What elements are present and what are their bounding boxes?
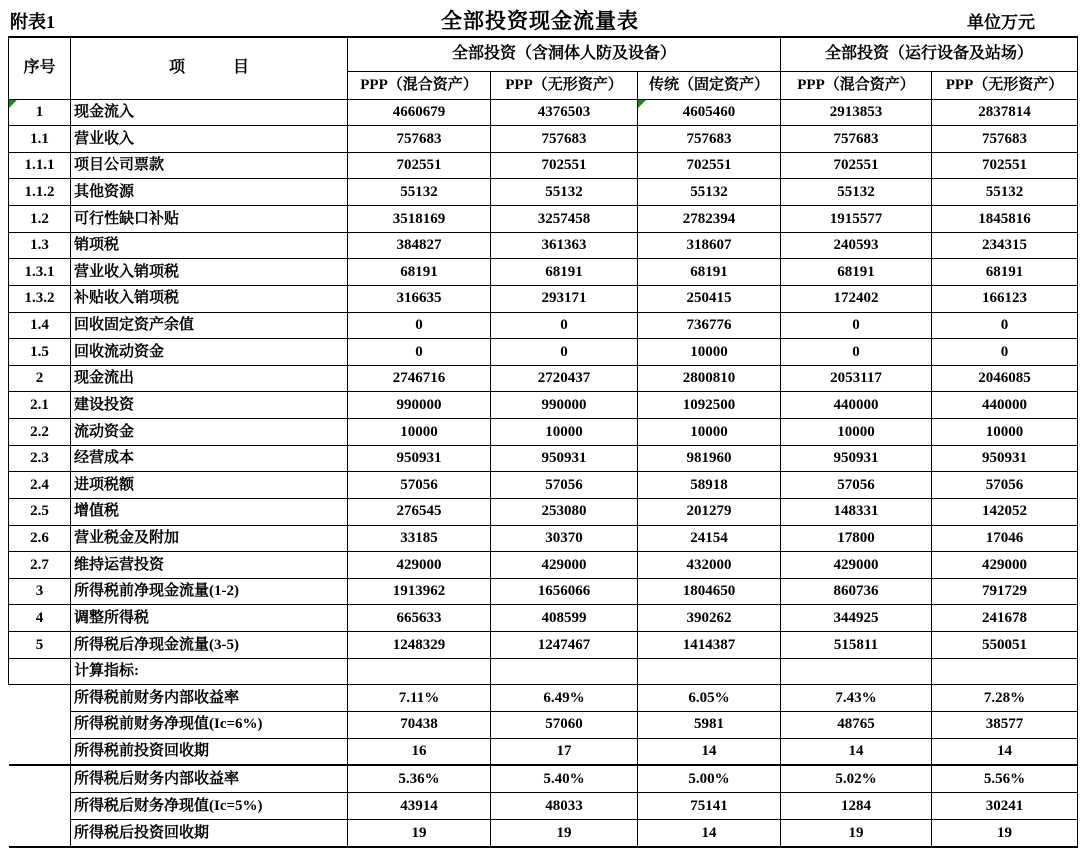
value-cell: 6.05% bbox=[638, 685, 781, 712]
value-cell: 7.43% bbox=[781, 685, 932, 712]
value-cell: 14 bbox=[932, 738, 1078, 765]
table-row bbox=[9, 605, 1078, 632]
value-cell: 2053117 bbox=[781, 365, 932, 392]
error-flag-triangle-icon bbox=[9, 100, 17, 108]
item-cell: 所得税前财务内部收益率 bbox=[71, 685, 348, 712]
value-cell: 240593 bbox=[781, 232, 932, 259]
item-cell: 回收固定资产余值 bbox=[71, 312, 348, 339]
value-cell: 55132 bbox=[348, 179, 491, 206]
seq-cell bbox=[9, 819, 71, 847]
table-row bbox=[9, 419, 1078, 446]
value-cell bbox=[638, 658, 781, 685]
value-cell: 10000 bbox=[348, 419, 491, 446]
value-cell: 429000 bbox=[932, 552, 1078, 579]
item-cell: 所得税前投资回收期 bbox=[71, 738, 348, 765]
value-cell: 0 bbox=[932, 312, 1078, 339]
value-cell: 16 bbox=[348, 738, 491, 765]
value-cell: 390262 bbox=[638, 605, 781, 632]
value-cell: 55132 bbox=[932, 179, 1078, 206]
value-cell: 0 bbox=[491, 339, 638, 366]
value-cell: 1284 bbox=[781, 793, 932, 820]
table-row bbox=[9, 365, 1078, 392]
value-cell: 24154 bbox=[638, 525, 781, 552]
item-cell: 流动资金 bbox=[71, 419, 348, 446]
value-cell: 316635 bbox=[348, 285, 491, 312]
value-cell: 7.28% bbox=[932, 685, 1078, 712]
value-cell: 1915577 bbox=[781, 206, 932, 233]
seq-cell: 5 bbox=[9, 632, 71, 659]
sheet-label: 附表1 bbox=[10, 12, 55, 32]
value-cell: 1913962 bbox=[348, 578, 491, 605]
item-cell: 项目公司票款 bbox=[71, 152, 348, 179]
value-cell: 30241 bbox=[932, 793, 1078, 820]
value-cell: 665633 bbox=[348, 605, 491, 632]
value-cell: 7.11% bbox=[348, 685, 491, 712]
value-cell: 17800 bbox=[781, 525, 932, 552]
value-cell: 0 bbox=[348, 312, 491, 339]
item-cell: 所得税后财务内部收益率 bbox=[71, 765, 348, 792]
value-cell: 19 bbox=[491, 819, 638, 847]
value-cell: 19 bbox=[348, 819, 491, 847]
value-cell: 293171 bbox=[491, 285, 638, 312]
value-cell: 0 bbox=[932, 339, 1078, 366]
item-cell: 销项税 bbox=[71, 232, 348, 259]
value-cell: 2046085 bbox=[932, 365, 1078, 392]
value-cell: 1414387 bbox=[638, 632, 781, 659]
value-cell: 702551 bbox=[638, 152, 781, 179]
table-row bbox=[9, 472, 1078, 499]
value-cell: 1092500 bbox=[638, 392, 781, 419]
value-cell: 14 bbox=[638, 738, 781, 765]
value-cell bbox=[932, 658, 1078, 685]
value-cell: 4605460 bbox=[638, 99, 781, 126]
header-sub-traditional-fixed: 传统（固定资产） bbox=[638, 71, 781, 99]
seq-cell: 1.1 bbox=[9, 126, 71, 153]
value-cell: 1656066 bbox=[491, 578, 638, 605]
item-cell: 营业税金及附加 bbox=[71, 525, 348, 552]
table-row bbox=[9, 578, 1078, 605]
value-cell: 440000 bbox=[932, 392, 1078, 419]
value-cell: 440000 bbox=[781, 392, 932, 419]
table-row bbox=[9, 232, 1078, 259]
header-group-1: 全部投资（含洞体人防及设备） bbox=[348, 37, 781, 71]
value-cell: 2837814 bbox=[932, 99, 1078, 126]
seq-cell bbox=[9, 658, 71, 685]
header-item: 项 目 bbox=[71, 37, 348, 99]
seq-cell: 1.3.1 bbox=[9, 259, 71, 286]
header-sub-ppp-mixed-2: PPP（混合资产） bbox=[781, 71, 932, 99]
value-cell: 55132 bbox=[491, 179, 638, 206]
value-cell: 17046 bbox=[932, 525, 1078, 552]
item-cell: 可行性缺口补贴 bbox=[71, 206, 348, 233]
table-header bbox=[9, 37, 1078, 99]
value-cell: 57056 bbox=[932, 472, 1078, 499]
seq-cell: 2.5 bbox=[9, 498, 71, 525]
unit-label: 单位万元 bbox=[967, 13, 1035, 32]
value-cell: 757683 bbox=[348, 126, 491, 153]
value-cell: 250415 bbox=[638, 285, 781, 312]
seq-cell bbox=[9, 738, 71, 765]
table-row bbox=[9, 392, 1078, 419]
seq-cell: 3 bbox=[9, 578, 71, 605]
table-row bbox=[9, 819, 1078, 847]
value-cell: 5981 bbox=[638, 711, 781, 738]
value-cell: 43914 bbox=[348, 793, 491, 820]
value-cell: 38577 bbox=[932, 711, 1078, 738]
table-row bbox=[9, 152, 1078, 179]
value-cell: 6.49% bbox=[491, 685, 638, 712]
seq-cell: 2.6 bbox=[9, 525, 71, 552]
value-cell: 30370 bbox=[491, 525, 638, 552]
value-cell: 55132 bbox=[781, 179, 932, 206]
value-cell: 75141 bbox=[638, 793, 781, 820]
seq-cell: 2.4 bbox=[9, 472, 71, 499]
seq-cell: 1.1.1 bbox=[9, 152, 71, 179]
value-cell: 5.40% bbox=[491, 765, 638, 792]
value-cell: 990000 bbox=[491, 392, 638, 419]
item-cell: 其他资源 bbox=[71, 179, 348, 206]
value-cell: 736776 bbox=[638, 312, 781, 339]
value-cell bbox=[348, 658, 491, 685]
value-cell: 19 bbox=[781, 819, 932, 847]
header-group-2: 全部投资（运行设备及站场） bbox=[781, 37, 1078, 71]
table-row bbox=[9, 685, 1078, 712]
value-cell: 68191 bbox=[932, 259, 1078, 286]
value-cell: 702551 bbox=[932, 152, 1078, 179]
seq-cell: 1 bbox=[9, 99, 71, 126]
value-cell: 5.56% bbox=[932, 765, 1078, 792]
value-cell: 10000 bbox=[638, 419, 781, 446]
item-cell: 现金流入 bbox=[71, 99, 348, 126]
value-cell: 408599 bbox=[491, 605, 638, 632]
value-cell: 57056 bbox=[491, 472, 638, 499]
item-cell: 所得税后净现金流量(3-5) bbox=[71, 632, 348, 659]
value-cell: 4660679 bbox=[348, 99, 491, 126]
value-cell: 148331 bbox=[781, 498, 932, 525]
table-row bbox=[9, 179, 1078, 206]
value-cell: 0 bbox=[781, 312, 932, 339]
value-cell: 791729 bbox=[932, 578, 1078, 605]
top-bar bbox=[0, 0, 1080, 36]
value-cell: 429000 bbox=[781, 552, 932, 579]
value-cell: 142052 bbox=[932, 498, 1078, 525]
item-cell: 增值税 bbox=[71, 498, 348, 525]
value-cell: 14 bbox=[638, 819, 781, 847]
value-cell: 757683 bbox=[491, 126, 638, 153]
item-cell: 计算指标: bbox=[71, 658, 348, 685]
cash-flow-table bbox=[8, 36, 1078, 848]
table-row bbox=[9, 206, 1078, 233]
value-cell: 515811 bbox=[781, 632, 932, 659]
seq-cell bbox=[9, 685, 71, 712]
value-cell: 253080 bbox=[491, 498, 638, 525]
item-cell: 维持运营投资 bbox=[71, 552, 348, 579]
item-cell: 所得税后投资回收期 bbox=[71, 819, 348, 847]
item-cell: 经营成本 bbox=[71, 445, 348, 472]
table-row bbox=[9, 711, 1078, 738]
value-cell: 57056 bbox=[348, 472, 491, 499]
item-cell: 回收流动资金 bbox=[71, 339, 348, 366]
value-cell: 33185 bbox=[348, 525, 491, 552]
value-cell bbox=[781, 658, 932, 685]
seq-cell: 2 bbox=[9, 365, 71, 392]
value-cell: 1804650 bbox=[638, 578, 781, 605]
value-cell: 10000 bbox=[781, 419, 932, 446]
table-row bbox=[9, 126, 1078, 153]
seq-cell: 4 bbox=[9, 605, 71, 632]
value-cell: 990000 bbox=[348, 392, 491, 419]
value-cell: 10000 bbox=[932, 419, 1078, 446]
table-row bbox=[9, 658, 1078, 685]
value-cell: 57060 bbox=[491, 711, 638, 738]
table-row bbox=[9, 259, 1078, 286]
seq-cell: 1.1.2 bbox=[9, 179, 71, 206]
seq-cell: 2.3 bbox=[9, 445, 71, 472]
value-cell: 950931 bbox=[491, 445, 638, 472]
value-cell: 361363 bbox=[491, 232, 638, 259]
header-seq: 序号 bbox=[9, 37, 71, 99]
page-title: 全部投资现金流量表 bbox=[441, 9, 639, 33]
value-cell: 276545 bbox=[348, 498, 491, 525]
value-cell: 950931 bbox=[781, 445, 932, 472]
seq-cell: 1.3 bbox=[9, 232, 71, 259]
value-cell: 318607 bbox=[638, 232, 781, 259]
item-cell: 所得税前财务净现值(Ic=6%) bbox=[71, 711, 348, 738]
value-cell: 48765 bbox=[781, 711, 932, 738]
value-cell: 0 bbox=[348, 339, 491, 366]
value-cell: 432000 bbox=[638, 552, 781, 579]
value-cell: 702551 bbox=[348, 152, 491, 179]
value-cell: 57056 bbox=[781, 472, 932, 499]
header-sub-ppp-intangible-2: PPP（无形资产） bbox=[932, 71, 1078, 99]
table-row bbox=[9, 339, 1078, 366]
value-cell: 68191 bbox=[491, 259, 638, 286]
value-cell: 5.00% bbox=[638, 765, 781, 792]
value-cell: 166123 bbox=[932, 285, 1078, 312]
item-cell: 进项税额 bbox=[71, 472, 348, 499]
table-row bbox=[9, 793, 1078, 820]
item-cell: 建设投资 bbox=[71, 392, 348, 419]
value-cell: 950931 bbox=[348, 445, 491, 472]
table-row bbox=[9, 99, 1078, 126]
table-row bbox=[9, 285, 1078, 312]
value-cell bbox=[491, 658, 638, 685]
value-cell: 4376503 bbox=[491, 99, 638, 126]
item-cell: 所得税前净现金流量(1-2) bbox=[71, 578, 348, 605]
value-cell: 1248329 bbox=[348, 632, 491, 659]
value-cell: 10000 bbox=[491, 419, 638, 446]
value-cell: 757683 bbox=[638, 126, 781, 153]
value-cell: 58918 bbox=[638, 472, 781, 499]
value-cell: 2720437 bbox=[491, 365, 638, 392]
value-cell: 429000 bbox=[491, 552, 638, 579]
value-cell: 950931 bbox=[932, 445, 1078, 472]
table-row bbox=[9, 552, 1078, 579]
value-cell: 5.36% bbox=[348, 765, 491, 792]
table-row bbox=[9, 312, 1078, 339]
value-cell: 68191 bbox=[348, 259, 491, 286]
value-cell: 5.02% bbox=[781, 765, 932, 792]
value-cell: 3257458 bbox=[491, 206, 638, 233]
seq-cell bbox=[9, 711, 71, 738]
seq-cell: 1.5 bbox=[9, 339, 71, 366]
value-cell: 55132 bbox=[638, 179, 781, 206]
value-cell: 2800810 bbox=[638, 365, 781, 392]
value-cell: 3518169 bbox=[348, 206, 491, 233]
value-cell: 172402 bbox=[781, 285, 932, 312]
value-cell: 19 bbox=[932, 819, 1078, 847]
value-cell: 702551 bbox=[491, 152, 638, 179]
table-row bbox=[9, 738, 1078, 765]
value-cell: 201279 bbox=[638, 498, 781, 525]
seq-cell: 2.1 bbox=[9, 392, 71, 419]
value-cell: 48033 bbox=[491, 793, 638, 820]
table-row bbox=[9, 525, 1078, 552]
value-cell: 981960 bbox=[638, 445, 781, 472]
seq-cell bbox=[9, 793, 71, 820]
item-cell: 现金流出 bbox=[71, 365, 348, 392]
value-cell: 1247467 bbox=[491, 632, 638, 659]
item-cell: 调整所得税 bbox=[71, 605, 348, 632]
item-cell: 营业收入 bbox=[71, 126, 348, 153]
value-cell: 2913853 bbox=[781, 99, 932, 126]
item-cell: 所得税后财务净现值(Ic=5%) bbox=[71, 793, 348, 820]
value-cell: 68191 bbox=[781, 259, 932, 286]
value-cell: 234315 bbox=[932, 232, 1078, 259]
table-row bbox=[9, 632, 1078, 659]
value-cell: 241678 bbox=[932, 605, 1078, 632]
value-cell: 2782394 bbox=[638, 206, 781, 233]
table-row bbox=[9, 765, 1078, 792]
value-cell: 757683 bbox=[932, 126, 1078, 153]
value-cell: 70438 bbox=[348, 711, 491, 738]
value-cell: 14 bbox=[781, 738, 932, 765]
value-cell: 384827 bbox=[348, 232, 491, 259]
value-cell: 1845816 bbox=[932, 206, 1078, 233]
seq-cell: 2.7 bbox=[9, 552, 71, 579]
value-cell: 429000 bbox=[348, 552, 491, 579]
value-cell: 68191 bbox=[638, 259, 781, 286]
table-row bbox=[9, 498, 1078, 525]
seq-cell: 1.4 bbox=[9, 312, 71, 339]
table-row bbox=[9, 445, 1078, 472]
value-cell: 550051 bbox=[932, 632, 1078, 659]
seq-cell bbox=[9, 765, 71, 792]
value-cell: 860736 bbox=[781, 578, 932, 605]
item-cell: 补贴收入销项税 bbox=[71, 285, 348, 312]
item-cell: 营业收入销项税 bbox=[71, 259, 348, 286]
value-cell: 757683 bbox=[781, 126, 932, 153]
value-cell: 10000 bbox=[638, 339, 781, 366]
header-sub-ppp-intangible-1: PPP（无形资产） bbox=[491, 71, 638, 99]
seq-cell: 1.2 bbox=[9, 206, 71, 233]
value-cell: 0 bbox=[781, 339, 932, 366]
seq-cell: 2.2 bbox=[9, 419, 71, 446]
value-cell: 0 bbox=[491, 312, 638, 339]
table-body bbox=[9, 99, 1078, 847]
value-cell: 17 bbox=[491, 738, 638, 765]
header-sub-ppp-mixed-1: PPP（混合资产） bbox=[348, 71, 491, 99]
value-cell: 344925 bbox=[781, 605, 932, 632]
value-cell: 2746716 bbox=[348, 365, 491, 392]
value-cell: 702551 bbox=[781, 152, 932, 179]
seq-cell: 1.3.2 bbox=[9, 285, 71, 312]
error-flag-triangle-icon bbox=[638, 100, 646, 108]
